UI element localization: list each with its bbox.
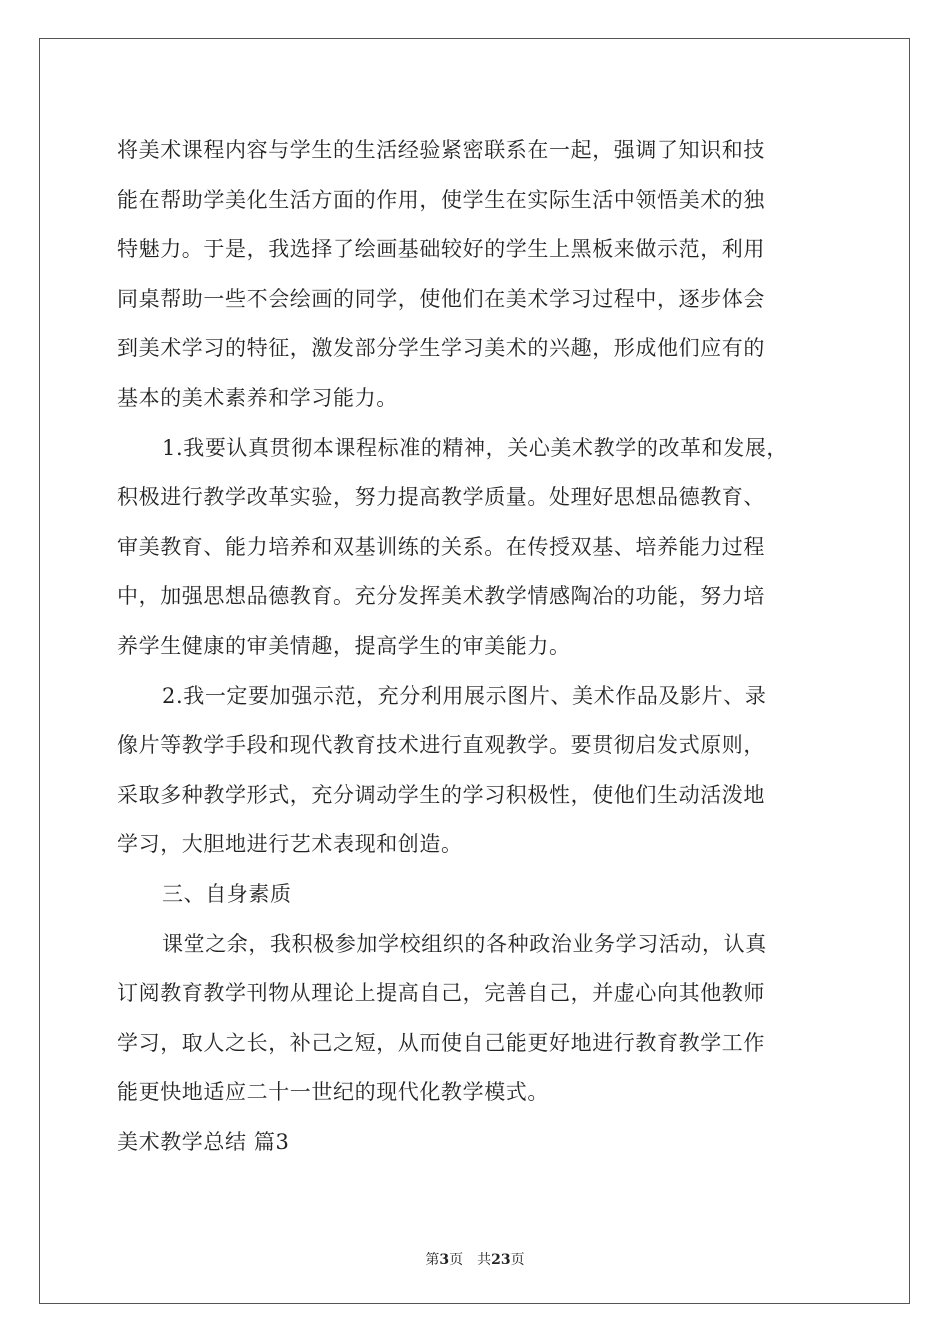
text-line: 特魅力。于是，我选择了绘画基础较好的学生上黑板来做示范，利用: [117, 237, 765, 262]
text-line: 到美术学习的特征，激发部分学生学习美术的兴趣，形成他们应有的: [117, 336, 765, 361]
page-label-suffix: 页: [449, 1252, 464, 1268]
total-label-suffix: 页: [510, 1252, 525, 1268]
text-line: 能在帮助学美化生活方面的作用，使学生在实际生活中领悟美术的独: [117, 187, 765, 212]
paragraph-first-line: 2.我一定要加强示范，充分利用展示图片、美术作品及影片、录: [162, 683, 767, 708]
text-line: 学习，取人之长，补己之短，从而使自己能更好地进行教育教学工作: [117, 1030, 765, 1055]
text-line: 像片等教学手段和现代教育技术进行直观教学。要贯彻启发式原则，: [117, 733, 765, 758]
text-line: 学习，大胆地进行艺术表现和创造。: [117, 832, 463, 857]
paragraph-first-line: 课堂之余，我积极参加学校组织的各种政治业务学习活动，认真: [162, 931, 767, 956]
text-line: 基本的美术素养和学习能力。: [117, 385, 398, 410]
text-line: 能更快地适应二十一世纪的现代化教学模式。: [117, 1080, 549, 1105]
text-line: 采取多种教学形式，充分调动学生的学习积极性，使他们生动活泼地: [117, 782, 765, 807]
total-pages: 23: [491, 1252, 511, 1268]
document-body: [117, 126, 835, 1167]
page-number: 3: [439, 1252, 450, 1268]
text-line: 中，加强思想品德教育。充分发挥美术教学情感陶冶的功能，努力培: [117, 584, 765, 609]
text-line: 将美术课程内容与学生的生活经验紧密联系在一起，强调了知识和技: [117, 138, 765, 162]
section-heading: 三、自身素质: [162, 881, 292, 906]
article-title: 美术教学总结 篇3: [117, 1129, 290, 1154]
text-line: 养学生健康的审美情趣，提高学生的审美能力。: [117, 633, 571, 658]
text-line: 积极进行教学改革实验，努力提高教学质量。处理好思想品德教育、: [117, 485, 765, 510]
paragraph-first-line: 1.我要认真贯彻本课程标准的精神，关心美术教学的改革和发展，: [162, 435, 789, 460]
page-footer: [0, 1249, 950, 1269]
text-line: 同桌帮助一些不会绘画的同学，使他们在美术学习过程中，逐步体会: [117, 286, 765, 311]
text-line: 订阅教育教学刊物从理论上提高自己，完善自己，并虚心向其他教师: [117, 981, 765, 1006]
total-label-prefix: 共: [477, 1252, 492, 1268]
text-line: 审美教育、能力培养和双基训练的关系。在传授双基、培养能力过程: [117, 534, 765, 559]
page-label-prefix: 第: [425, 1252, 440, 1268]
